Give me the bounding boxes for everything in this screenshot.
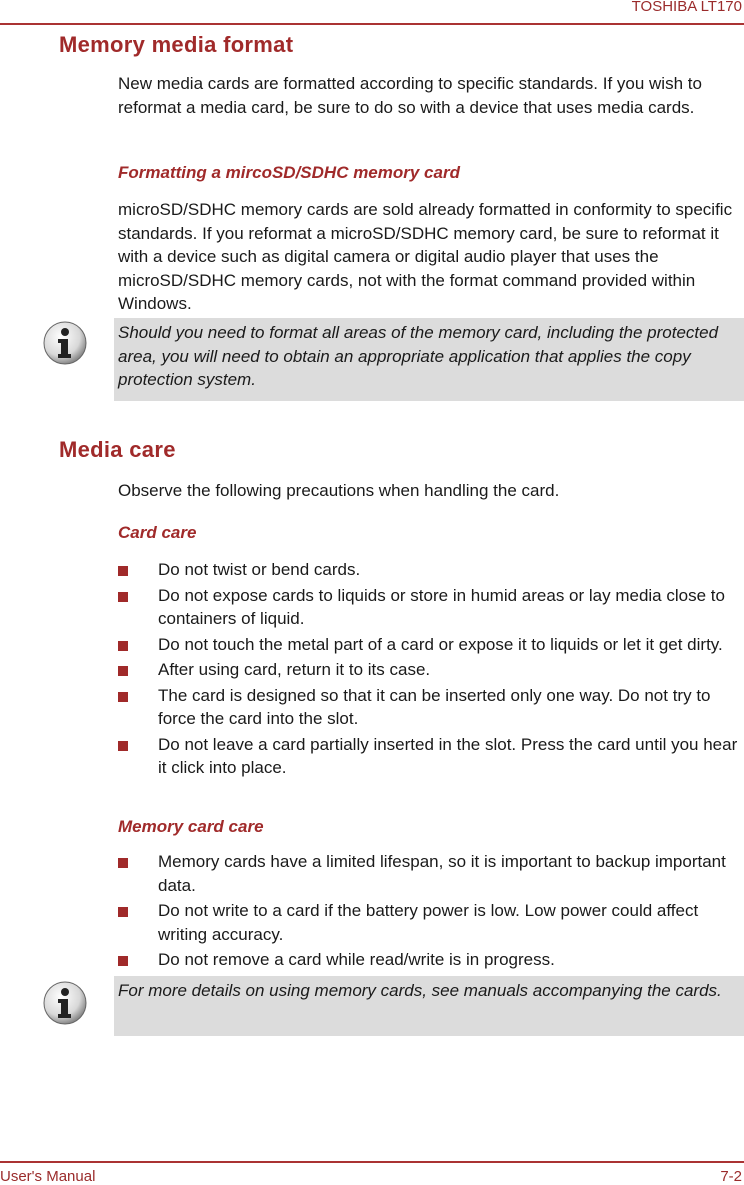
bullet-square-icon: [118, 956, 128, 966]
info-icon: [42, 320, 88, 366]
subheading-formatting-card: Formatting a mircoSD/SDHC memory card: [118, 163, 460, 182]
note-memory-card-manuals: [114, 976, 744, 1036]
header-rule: [0, 23, 744, 25]
list-item: Do not remove a card while read/write is in progress.: [118, 948, 744, 972]
subheading-memory-card-care: Memory card care: [118, 817, 264, 836]
list-item: After using card, return it to its case.: [118, 658, 744, 682]
note-format-protected-area: [114, 318, 744, 401]
list-item: Do not leave a card partially inserted in the slot. Press the card until you hear it click into place.: [118, 733, 744, 780]
header-model: TOSHIBA LT170: [631, 0, 742, 15]
bullet-square-icon: [118, 907, 128, 917]
list-item: Do not touch the metal part of a card or expose it to liquids or let it get dirty.: [118, 633, 744, 657]
footer-rule: [0, 1161, 744, 1163]
memory-media-format-intro: New media cards are formatted according to specific standards. If you wish to reformat a media card, be sure to do so with a device that uses media cards.: [118, 74, 702, 117]
media-care-intro: Observe the following precautions when handling the card.: [118, 481, 560, 500]
memory-card-care-list: [118, 850, 744, 974]
footer-page-number: 7-2: [720, 1168, 742, 1185]
bullet-square-icon: [118, 641, 128, 651]
bullet-square-icon: [118, 592, 128, 602]
formatting-card-body: microSD/SDHC memory cards are sold already formatted in conformity to specific standards. If you reformat a microSD/SDHC memory card, be sure to reformat it with a device such as digital camera or digital audio player that uses the microSD/SDHC memory cards, not with the format command provided within Windows.: [118, 200, 733, 313]
heading-memory-media-format: Memory media format: [59, 32, 294, 57]
heading-media-care: Media care: [59, 437, 176, 462]
bullet-square-icon: [118, 692, 128, 702]
bullet-square-icon: [118, 741, 128, 751]
list-item: Do not expose cards to liquids or store in humid areas or lay media close to containers of liquid.: [118, 584, 744, 631]
card-care-list: [118, 558, 744, 782]
list-item: Memory cards have a limited lifespan, so it is important to backup important data.: [118, 850, 744, 897]
note-format-text: Should you need to format all areas of the memory card, including the protected area, you will need to obtain an appropriate application that applies the copy protection system.: [118, 323, 719, 389]
list-item: The card is designed so that it can be inserted only one way. Do not try to force the card into the slot.: [118, 684, 744, 731]
footer-manual-title: User's Manual: [0, 1168, 96, 1185]
bullet-square-icon: [118, 666, 128, 676]
info-icon: [42, 980, 88, 1026]
subheading-card-care: Card care: [118, 523, 197, 542]
note-manuals-text: For more details on using memory cards, see manuals accompanying the cards.: [118, 981, 722, 1000]
list-item: Do not twist or bend cards.: [118, 558, 744, 582]
bullet-square-icon: [118, 858, 128, 868]
bullet-square-icon: [118, 566, 128, 576]
list-item: Do not write to a card if the battery power is low. Low power could affect writing accuracy.: [118, 899, 744, 946]
